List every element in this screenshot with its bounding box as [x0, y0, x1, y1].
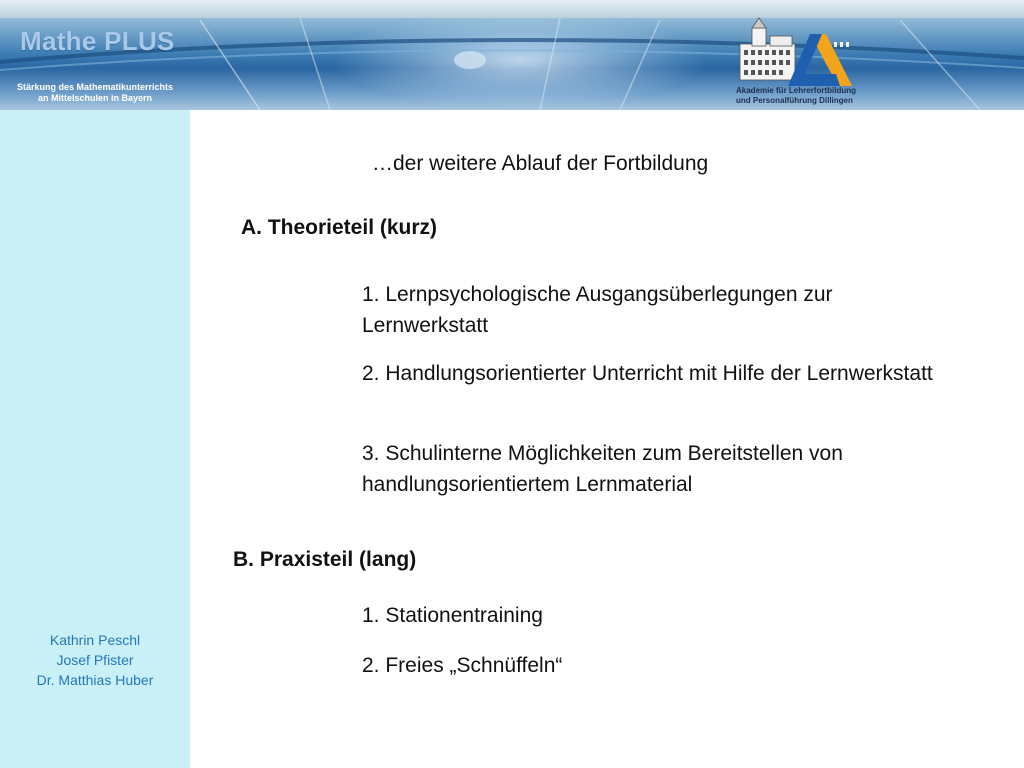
section-b-title: B. Praxisteil (lang): [233, 548, 417, 571]
brand-subtitle: [2, 82, 188, 104]
section-a-item: 3. Schulinterne Möglichkeiten zum Bereitstellen von handlungsorientiertem Lernmaterial: [362, 442, 843, 496]
author-name: Dr. Matthias Huber: [36, 672, 154, 688]
section-b-item: 2. Freies „Schnüffeln“: [362, 654, 563, 677]
academy-logo-text: [736, 86, 876, 106]
left-sidebar: [0, 110, 190, 768]
section-a-item: 1. Lernpsychologische Ausgangsüberlegungen zur Lernwerkstatt: [362, 283, 833, 337]
brand-block: [0, 0, 190, 110]
section-b-item: 1. Stationentraining: [362, 604, 543, 627]
author-name: Josef Pfister: [56, 652, 134, 668]
brand-subtitle-line2: an Mittelschulen in Bayern: [37, 93, 153, 103]
author-list: [0, 630, 190, 690]
header-banner: [0, 0, 1024, 110]
brand-subtitle-line1: Stärkung des Mathematikunterrichts: [16, 82, 174, 92]
brand-title: Mathe PLUS: [20, 26, 175, 56]
section-a-item: 2. Handlungsorientierter Unterricht mit Hilfe der Lernwerkstatt: [362, 362, 933, 385]
academy-name-line2: und Personalführung Dillingen: [736, 96, 853, 105]
slide-heading: …der weitere Ablauf der Fortbildung: [372, 152, 709, 175]
author-name: Kathrin Peschl: [49, 632, 141, 648]
section-a-title: A. Theorieteil (kurz): [241, 216, 438, 239]
academy-name-line1: Akademie für Lehrerfortbildung: [736, 86, 857, 95]
